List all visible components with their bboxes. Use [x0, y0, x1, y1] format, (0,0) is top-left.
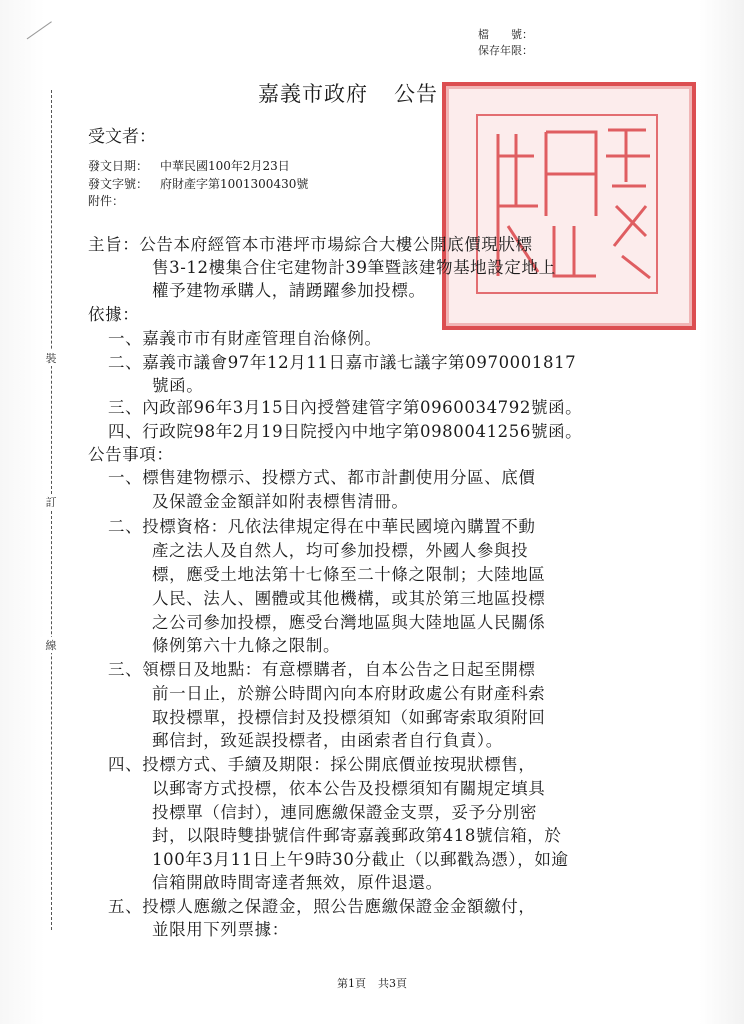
- text-line-13: 二、投標資格：凡依法律規定得在中華民國境內購置不動: [108, 517, 536, 536]
- retention-label: 保存年限：: [478, 44, 533, 57]
- text-line-29: 五、投標人應繳之保證金，照公告應繳保證金金額繳付，: [108, 897, 536, 916]
- attachment-label: 附件：: [88, 194, 125, 208]
- attachment-row: [88, 192, 160, 209]
- page-footer: [0, 975, 744, 991]
- corner-mark: [27, 21, 64, 55]
- recipient-label: 受文者：: [88, 127, 156, 147]
- text-line-17: 之公司參加投標，應受台灣地區與大陸地區人民關係: [152, 613, 546, 632]
- text-line-7: 號函。: [152, 376, 204, 395]
- issue-date-row: [88, 157, 290, 174]
- page-number: 第1頁: [337, 977, 366, 990]
- text-line-22: 郵信封，致延誤投標者，由函索者自行負責）。: [152, 731, 503, 750]
- binding-mark-2: 訂: [40, 494, 62, 510]
- title-org: 嘉義市政府: [258, 82, 368, 106]
- reference-label: 發文字號：: [88, 177, 149, 191]
- text-line-16: 人民、法人、團體或其他機構，或其於第三地區投標: [152, 589, 546, 608]
- text-line-15: 標，應受土地法第十七條至二十條之限制；大陸地區: [152, 565, 546, 584]
- text-line-1: 主旨：公告本府經管本市港坪市場綜合大樓公開底價現狀標: [88, 235, 533, 254]
- text-line-20: 前一日止，於辦公時間內向本府財政處公有財產科索: [152, 684, 546, 703]
- file-no-label: 檔 號：: [478, 28, 533, 41]
- reference-row: [88, 175, 308, 192]
- text-line-8: 三、內政部96年3月15日內授營建管字第0960034792號函。: [108, 398, 583, 417]
- text-line-6: 二、嘉義市議會97年12月11日嘉市議七議字第0970001817: [108, 353, 577, 372]
- issue-date-value: 中華民國100年2月23日: [160, 159, 290, 173]
- text-line-10: 公告事項：: [88, 445, 174, 464]
- text-line-14: 產之法人及自然人，均可參加投標，外國人參與投: [152, 541, 529, 560]
- text-line-9: 四、行政院98年2月19日院授內中地字第0980041256號函。: [108, 422, 583, 441]
- text-line-27: 100年3月11日上午9時30分截止（以郵戳為憑），如逾: [152, 850, 569, 869]
- text-line-28: 信箱開啟時間寄達者無效，原件退還。: [152, 873, 443, 892]
- page-total: 共3頁: [378, 977, 407, 990]
- seal-glyphs: [446, 86, 684, 318]
- text-line-25: 投標單（信封），連同應繳保證金支票，妥予分別密: [152, 803, 538, 822]
- text-line-30: 並限用下列票據：: [152, 920, 289, 939]
- text-line-2: 售3-12樓集合住宅建物計39筆暨該建物基地設定地上: [152, 258, 556, 277]
- text-line-3: 權予建物承購人，請踴躍參加投標。: [152, 281, 426, 300]
- text-line-18: 條例第六十九條之限制。: [152, 636, 341, 655]
- binding-mark-1: 裝: [40, 350, 62, 366]
- text-line-21: 取投標單，投標信封及投標須知（如郵寄索取須附回: [152, 708, 546, 727]
- text-line-5: 一、嘉義市市有財產管理自治條例。: [108, 329, 382, 348]
- text-line-24: 以郵寄方式投標，依本公告及投標須知有關規定填具: [152, 779, 546, 798]
- text-line-23: 四、投標方式、手續及期限：採公開底價並按現狀標售，: [108, 755, 536, 774]
- text-line-26: 封，以限時雙掛號信件郵寄嘉義郵政第418號信箱，於: [152, 826, 562, 845]
- text-line-19: 三、領標日及地點：有意標購者，自本公告之日起至開標: [108, 660, 536, 679]
- page-title: [258, 78, 438, 108]
- official-seal: [442, 82, 696, 330]
- reference-value: 府財產字第1001300430號: [160, 177, 309, 191]
- text-line-12: 及保證金金額詳如附表標售清冊。: [152, 492, 409, 511]
- issue-date-label: 發文日期：: [88, 159, 149, 173]
- text-line-11: 一、標售建物標示、投標方式、都市計劃使用分區、底價: [108, 468, 536, 487]
- text-line-4: 依據：: [88, 305, 140, 324]
- binding-mark-3: 線: [40, 637, 62, 653]
- binding-line: [51, 90, 52, 930]
- title-doc-type: 公告: [394, 82, 438, 106]
